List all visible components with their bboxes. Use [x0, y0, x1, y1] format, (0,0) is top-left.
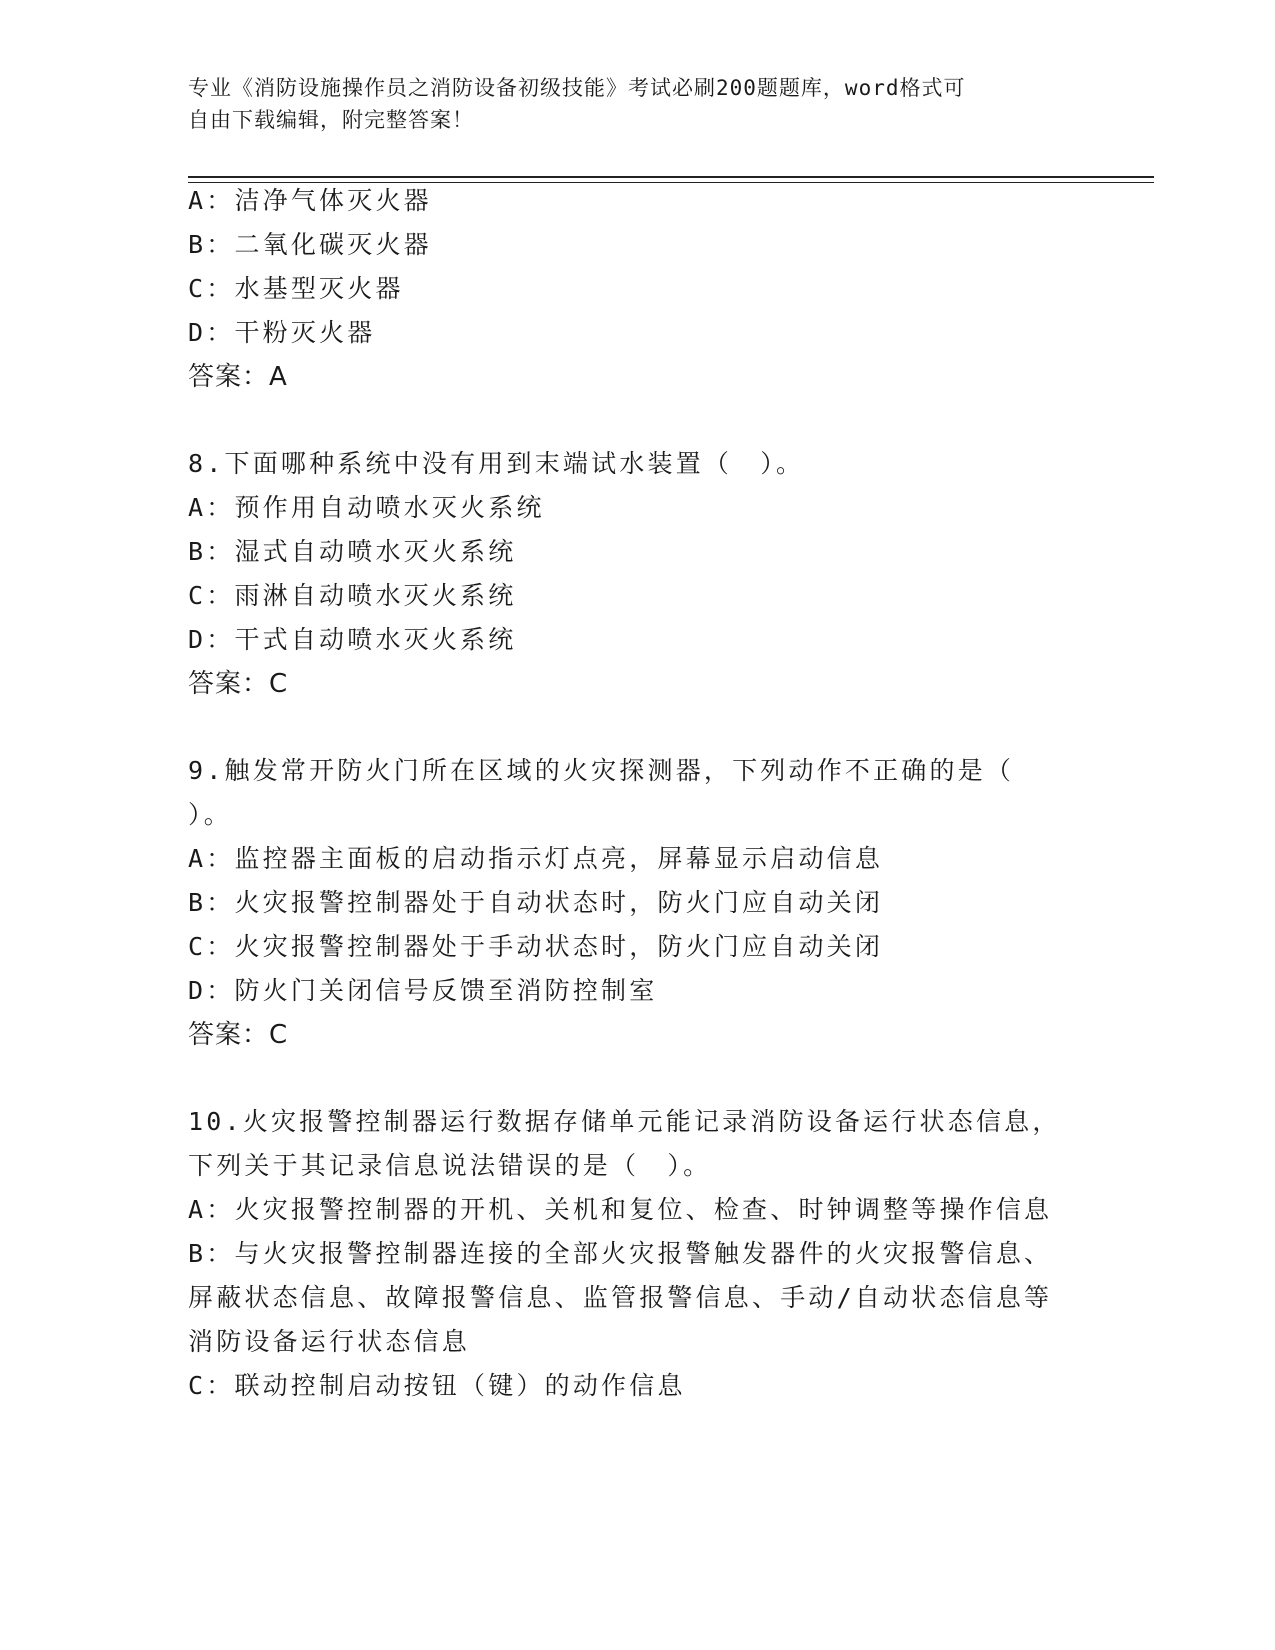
q9-answer: 答案：C — [188, 1020, 289, 1050]
q7-option-d: D：干粉灭火器 — [188, 318, 376, 347]
q10-option-b-line-3: 消防设备运行状态信息 — [188, 1327, 471, 1356]
q8-stem: 8.下面哪种系统中没有用到末端试水装置（ ）。 — [188, 449, 805, 478]
q7-option-c: C：水基型灭火器 — [188, 274, 404, 303]
q9-stem-line-2: ）。 — [188, 800, 232, 829]
q7-option-b: B：二氧化碳灭火器 — [188, 230, 432, 259]
q8-option-a: A：预作用自动喷水灭火系统 — [188, 493, 545, 522]
q9-option-d: D：防火门关闭信号反馈至消防控制室 — [188, 976, 658, 1005]
q10-option-c: C：联动控制启动按钮（键）的动作信息 — [188, 1371, 686, 1400]
q8-answer: 答案：C — [188, 669, 289, 699]
q10-option-b-line-1: B：与火灾报警控制器连接的全部火灾报警触发器件的火灾报警信息、 — [188, 1239, 1053, 1268]
q8-option-c: C：雨淋自动喷水灭火系统 — [188, 581, 517, 610]
q10-option-b-line-2: 屏蔽状态信息、故障报警信息、监管报警信息、手动/自动状态信息等 — [188, 1283, 1053, 1312]
q10-option-a: A：火灾报警控制器的开机、关机和复位、检查、时钟调整等操作信息 — [188, 1195, 1053, 1224]
q8-option-d: D：干式自动喷水灭火系统 — [188, 625, 517, 654]
q7-option-a: A：洁净气体灭火器 — [188, 186, 432, 215]
q9-stem-line-1: 9.触发常开防火门所在区域的火灾探测器，下列动作不正确的是（ — [188, 756, 1015, 785]
q10-stem-line-2: 下列关于其记录信息说法错误的是（ ）。 — [188, 1151, 712, 1180]
q7-answer: 答案：A — [188, 362, 288, 392]
page-header — [188, 72, 1068, 136]
q9-option-a: A：监控器主面板的启动指示灯点亮，屏幕显示启动信息 — [188, 844, 884, 873]
q9-option-c: C：火灾报警控制器处于手动状态时，防火门应自动关闭 — [188, 932, 884, 961]
header-divider-thin — [188, 182, 1154, 183]
q9-option-b: B：火灾报警控制器处于自动状态时，防火门应自动关闭 — [188, 888, 884, 917]
header-title-line-1: 专业《消防设施操作员之消防设备初级技能》考试必刷200题题库，word格式可 — [188, 76, 966, 100]
header-divider-thick — [188, 176, 1154, 178]
q8-option-b: B：湿式自动喷水灭火系统 — [188, 537, 517, 566]
q10-stem-line-1: 10.火灾报警控制器运行数据存储单元能记录消防设备运行状态信息， — [188, 1107, 1061, 1136]
header-title-line-2: 自由下载编辑，附完整答案！ — [188, 108, 474, 132]
